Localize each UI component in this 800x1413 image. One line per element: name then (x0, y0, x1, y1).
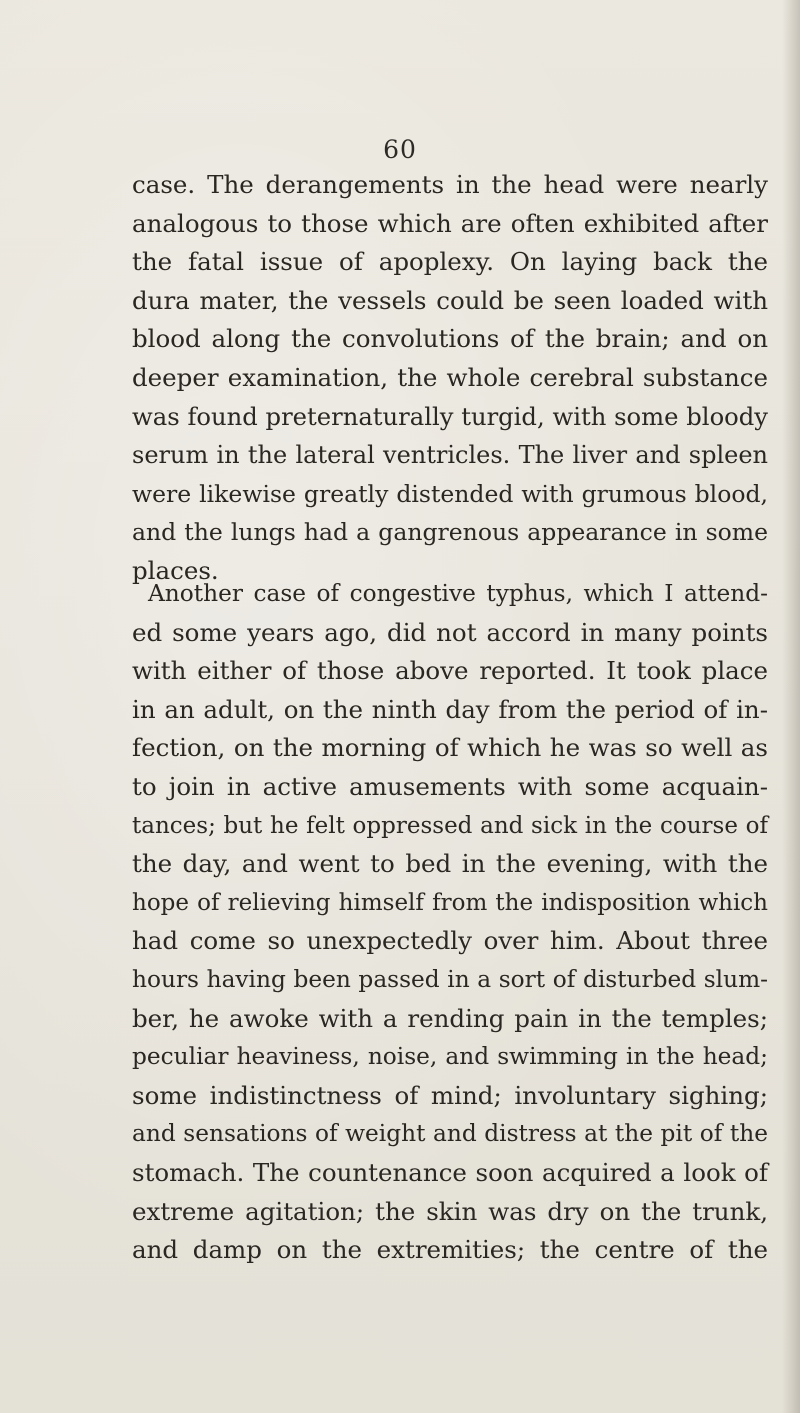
paragraph-1 (132, 166, 768, 591)
text-line: tances; but he felt oppressed and sick in the course of (132, 812, 768, 839)
text-line: peculiar heaviness, noise, and swimming in the head; (132, 1043, 768, 1071)
text-line: the day, and went to bed in the evening, with the (132, 849, 768, 879)
text-line: with either of those above reported. It took place (132, 656, 768, 686)
text-line: extreme agitation; the skin was dry on the trunk, (132, 1196, 768, 1226)
text-line: stomach. The countenance soon acquired a look of (132, 1157, 768, 1187)
paragraph-2 (132, 575, 768, 1270)
text-line: deeper examination, the whole cerebral substance (132, 362, 768, 392)
text-line: ed some years ago, did not accord in many points (132, 617, 768, 647)
text-line: to join in active amusements with some acquain- (132, 771, 768, 801)
text-line: blood along the convolutions of the brain; and on (132, 324, 768, 354)
text-line: hope of relieving himself from the indisposition which (132, 889, 768, 916)
text-line: the fatal issue of apoplexy. On laying back the (132, 247, 768, 277)
text-line: serum in the lateral ventricles. The liver and spleen (132, 441, 768, 470)
text-line: had come so unexpectedly over him. About three (132, 926, 768, 956)
text-line: ber, he awoke with a rending pain in the temples; (132, 1003, 768, 1033)
text-line: places. (132, 555, 219, 585)
text-line: and sensations of weight and distress at the pit of the (132, 1120, 768, 1148)
text-line: case. The derangements in the head were nearly (132, 170, 768, 199)
page-number: 60 (383, 135, 417, 164)
page-edge-shadow (782, 0, 800, 1413)
text-line: dura mater, the vessels could be seen loaded with (132, 285, 768, 315)
text-line: hours having been passed in a sort of disturbed slum- (132, 965, 768, 993)
text-line: some indistinctness of mind; involuntary sighing; (132, 1080, 768, 1110)
text-line: and the lungs had a gangrenous appearance in some (132, 518, 768, 547)
text-line: analogous to those which are often exhibited after (132, 208, 768, 238)
text-line: were likewise greatly distended with grumous blood, (132, 479, 768, 508)
text-line: Another case of congestive typhus, which I attend- (148, 580, 768, 607)
text-line: in an adult, on the ninth day from the period of in- (132, 694, 768, 724)
text-line: and damp on the extremities; the centre of the (132, 1235, 768, 1265)
text-line: fection, on the morning of which he was so well as (132, 733, 768, 763)
text-line: was found preternaturally turgid, with some bloody (132, 401, 768, 431)
